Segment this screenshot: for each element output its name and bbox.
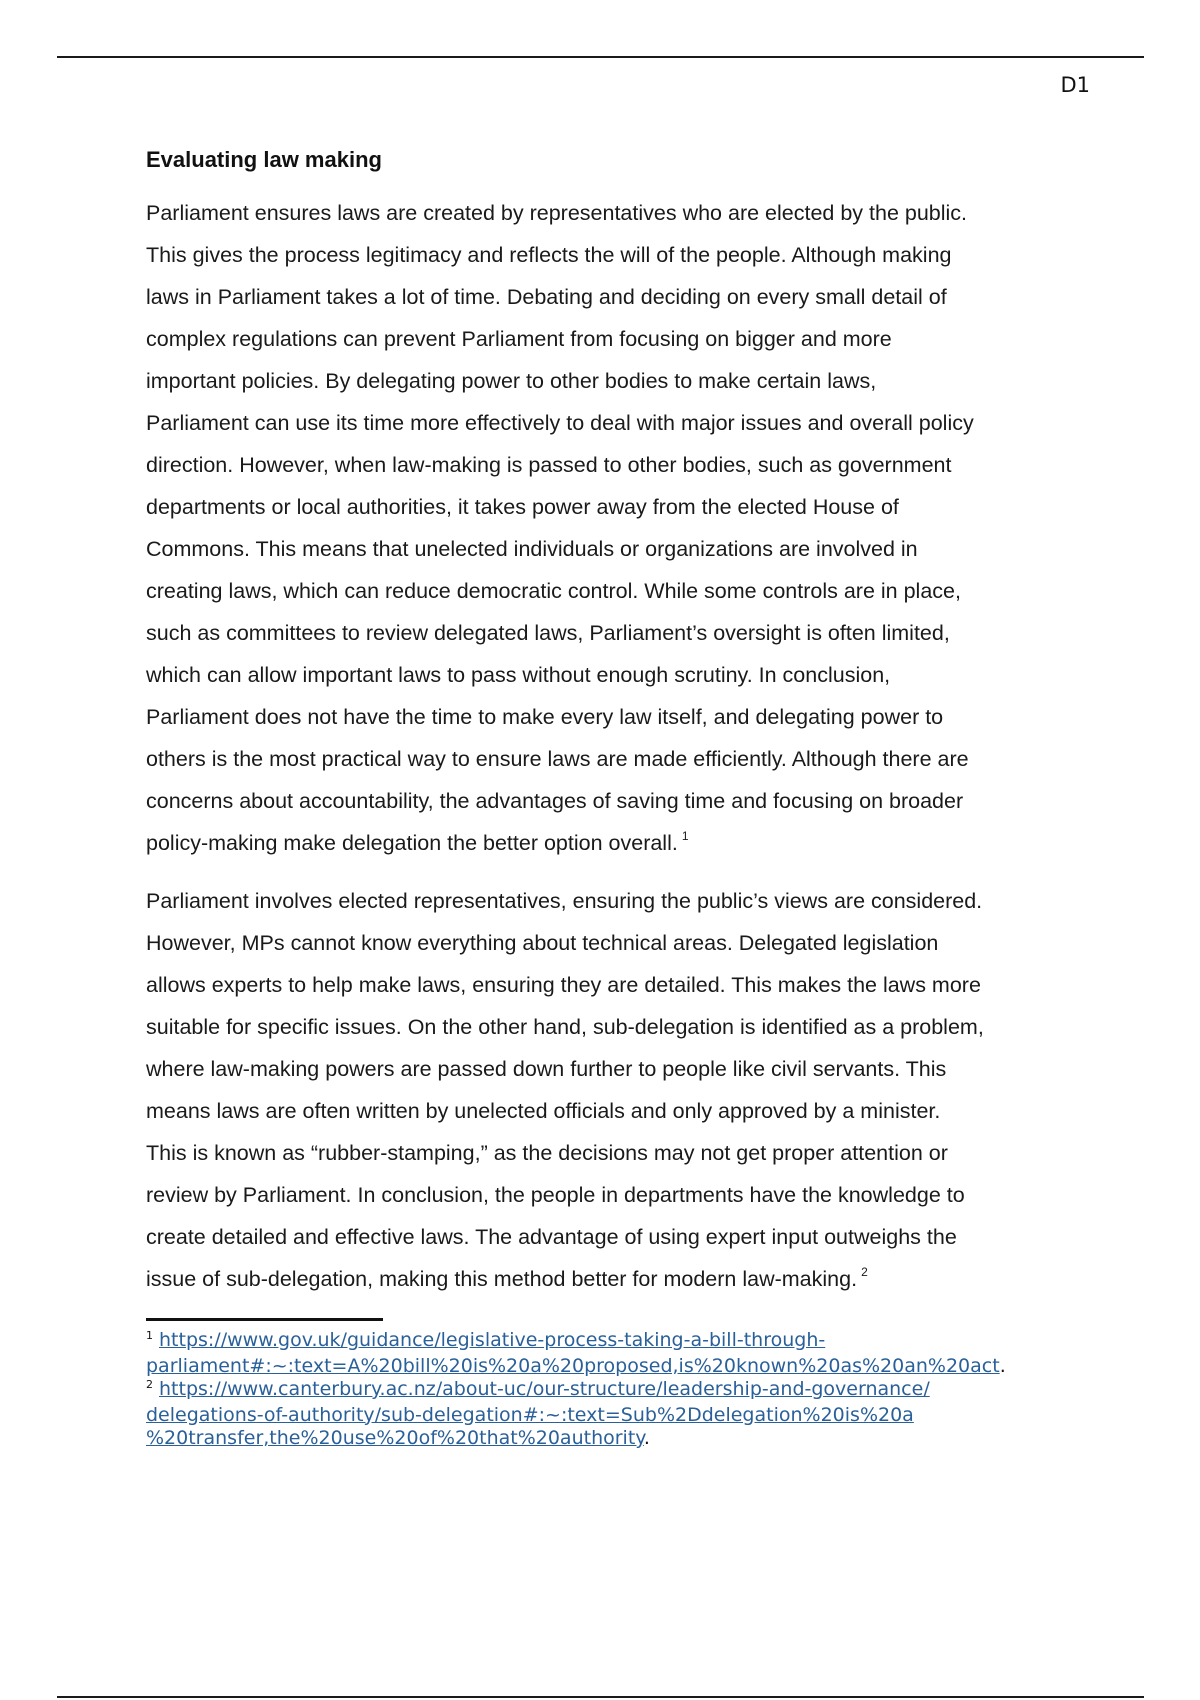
paragraph-line: suitable for specific issues. On the other hand, sub-delegation is identified as a problem,	[146, 1015, 984, 1039]
paragraph-line: allows experts to help make laws, ensuring they are detailed. This makes the laws more	[146, 973, 981, 997]
footnote-mark: 1	[146, 1329, 153, 1342]
paragraph-line: Parliament involves elected representatives, ensuring the public’s views are considered.	[146, 889, 983, 913]
paragraph-line: create detailed and effective laws. The advantage of using expert input outweighs the	[146, 1225, 957, 1249]
footnote-url-line[interactable]: https://www.canterbury.ac.nz/about-uc/our-structure/leadership-and-governance/	[159, 1378, 930, 1400]
page-label: D1	[1060, 73, 1090, 97]
paragraph-line: important policies. By delegating power to other bodies to make certain laws,	[146, 369, 877, 393]
paragraph-line: This gives the process legitimacy and reflects the will of the people. Although making	[146, 243, 952, 267]
header-rule	[57, 56, 1144, 58]
paragraph-line: Parliament does not have the time to make every law itself, and delegating power to	[146, 705, 944, 729]
footnote-url-line[interactable]: %20transfer,the%20use%20of%20that%20authority	[146, 1427, 644, 1449]
document-body	[146, 146, 1096, 1451]
footnote-mark: 2	[146, 1378, 153, 1391]
paragraph-line: Parliament can use its time more effectively to deal with major issues and overall policy	[146, 411, 974, 435]
footnote-ref-2[interactable]: 2	[861, 1264, 868, 1279]
paragraph-line: means laws are often written by unelected officials and only approved by a minister.	[146, 1099, 941, 1123]
footer-rule	[57, 1696, 1144, 1698]
paragraph-line: policy-making make delegation the better option overall.	[146, 831, 678, 855]
paragraph-line: direction. However, when law-making is passed to other bodies, such as government	[146, 453, 952, 477]
footnote-url-line[interactable]: delegations-of-authority/sub-delegation#:~:text=Sub%2Ddelegation%20is%20a	[146, 1403, 914, 1426]
paragraph-line: laws in Parliament takes a lot of time. Debating and deciding on every small detail of	[146, 285, 947, 309]
paragraph-2	[146, 880, 1096, 1300]
footnote-trailing: .	[999, 1354, 1006, 1377]
paragraph-line: Parliament ensures laws are created by representatives who are elected by the public.	[146, 201, 968, 225]
section-heading: Evaluating law making	[146, 147, 382, 172]
paragraph-line: complex regulations can prevent Parliament from focusing on bigger and more	[146, 327, 892, 351]
footnote-2-link[interactable]	[146, 1378, 930, 1449]
paragraph-1	[146, 192, 1096, 864]
paragraph-line: which can allow important laws to pass without enough scrutiny. In conclusion,	[146, 663, 891, 687]
footnote-ref-1[interactable]: 1	[681, 828, 689, 843]
footnotes	[146, 1329, 1096, 1451]
footnote-url-line[interactable]: https://www.gov.uk/guidance/legislative-process-taking-a-bill-through-	[159, 1329, 826, 1351]
paragraph-line: This is known as “rubber-stamping,” as the decisions may not get proper attention or	[146, 1141, 948, 1165]
paragraph-line: issue of sub-delegation, making this method better for modern law-making.	[146, 1267, 858, 1291]
footnote-2	[146, 1378, 1096, 1451]
paragraph-line: creating laws, which can reduce democratic control. While some controls are in place,	[146, 579, 961, 603]
paragraph-line: However, MPs cannot know everything about technical areas. Delegated legislation	[146, 931, 939, 955]
paragraph-line: departments or local authorities, it takes power away from the elected House of	[146, 495, 899, 519]
footnote-trailing: .	[643, 1427, 650, 1449]
paragraph-line: review by Parliament. In conclusion, the people in departments have the knowledge to	[146, 1183, 965, 1207]
paragraph-line: concerns about accountability, the advantages of saving time and focusing on broader	[146, 789, 964, 813]
footnote-1-link[interactable]	[146, 1329, 1000, 1377]
footnote-url-line[interactable]: parliament#:~:text=A%20bill%20is%20a%20proposed,is%20known%20as%20an%20act	[146, 1354, 1000, 1377]
paragraph-line: others is the most practical way to ensure laws are made efficiently. Although there are	[146, 747, 969, 771]
footnote-1	[146, 1329, 1096, 1378]
paragraph-line: such as committees to review delegated laws, Parliament’s oversight is often limited,	[146, 621, 950, 645]
paragraph-line: where law-making powers are passed down further to people like civil servants. This	[146, 1057, 947, 1081]
footnote-separator	[146, 1318, 383, 1321]
paragraph-line: Commons. This means that unelected individuals or organizations are involved in	[146, 537, 918, 561]
